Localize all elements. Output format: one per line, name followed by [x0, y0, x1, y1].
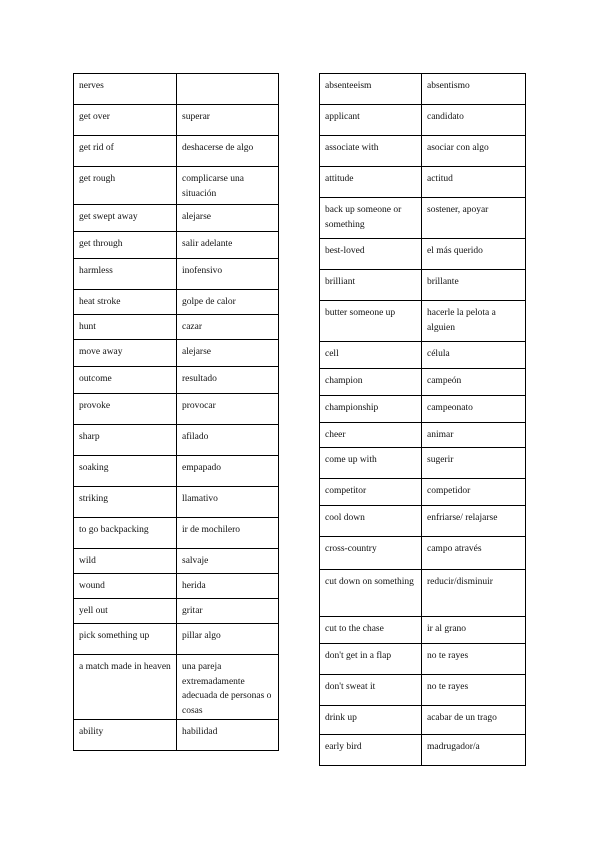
spanish-translation: ir de mochilero: [177, 518, 279, 549]
english-term: don't get in a flap: [320, 644, 422, 675]
table-row: [320, 198, 526, 239]
english-term: get rid of: [74, 136, 177, 167]
english-term: striking: [74, 487, 177, 518]
spanish-translation: absentismo: [422, 74, 526, 105]
english-term: best-loved: [320, 239, 422, 270]
english-term: move away: [74, 340, 177, 367]
table-row: [74, 167, 279, 205]
english-term: cheer: [320, 423, 422, 448]
table-row: [320, 506, 526, 537]
english-term: get over: [74, 105, 177, 136]
table-row: [74, 655, 279, 720]
table-row: [74, 574, 279, 599]
spanish-translation: brillante: [422, 270, 526, 301]
spanish-translation: [177, 74, 279, 105]
spanish-translation: superar: [177, 105, 279, 136]
spanish-translation: sugerir: [422, 448, 526, 479]
spanish-translation: provocar: [177, 394, 279, 425]
table-row: [74, 549, 279, 574]
spanish-translation: célula: [422, 342, 526, 369]
spanish-translation: campeonato: [422, 396, 526, 423]
spanish-translation: acabar de un trago: [422, 706, 526, 735]
table-row: [320, 136, 526, 167]
english-term: cross-country: [320, 537, 422, 570]
english-term: hunt: [74, 315, 177, 340]
spanish-translation: actitud: [422, 167, 526, 198]
table-row: [320, 74, 526, 105]
english-term: cut down on something: [320, 570, 422, 617]
english-term: heat stroke: [74, 290, 177, 315]
english-term: outcome: [74, 367, 177, 394]
spanish-translation: deshacerse de algo: [177, 136, 279, 167]
table-row: [74, 487, 279, 518]
english-term: wild: [74, 549, 177, 574]
table-row: [320, 369, 526, 396]
table-row: [74, 599, 279, 624]
english-term: get through: [74, 232, 177, 259]
table-row: [74, 425, 279, 456]
english-term: get swept away: [74, 205, 177, 232]
spanish-translation: empapado: [177, 456, 279, 487]
spanish-translation: salvaje: [177, 549, 279, 574]
table-row: [74, 315, 279, 340]
english-term: yell out: [74, 599, 177, 624]
spanish-translation: ir al grano: [422, 617, 526, 644]
vocabulary-table-left: [73, 73, 279, 751]
spanish-translation: gritar: [177, 599, 279, 624]
spanish-translation: enfriarse/ relajarse: [422, 506, 526, 537]
table-row: [74, 74, 279, 105]
spanish-translation: reducir/disminuir: [422, 570, 526, 617]
spanish-translation: campo através: [422, 537, 526, 570]
spanish-translation: herida: [177, 574, 279, 599]
english-term: championship: [320, 396, 422, 423]
spanish-translation: el más querido: [422, 239, 526, 270]
english-term: wound: [74, 574, 177, 599]
english-term: back up someone or something: [320, 198, 422, 239]
table-row: [320, 675, 526, 706]
spanish-translation: resultado: [177, 367, 279, 394]
table-row: [320, 479, 526, 506]
english-term: cell: [320, 342, 422, 369]
table-row: [74, 232, 279, 259]
english-term: don't sweat it: [320, 675, 422, 706]
spanish-translation: candidato: [422, 105, 526, 136]
spanish-translation: asociar con algo: [422, 136, 526, 167]
table-row: [74, 367, 279, 394]
english-term: butter someone up: [320, 301, 422, 342]
table-row: [74, 394, 279, 425]
english-term: harmless: [74, 259, 177, 290]
table-row: [320, 270, 526, 301]
table-row: [320, 301, 526, 342]
table-row: [74, 205, 279, 232]
english-term: early bird: [320, 735, 422, 766]
table-row: [320, 423, 526, 448]
spanish-translation: afilado: [177, 425, 279, 456]
english-term: to go backpacking: [74, 518, 177, 549]
english-term: competitor: [320, 479, 422, 506]
table-row: [320, 448, 526, 479]
table-row: [320, 537, 526, 570]
english-term: ability: [74, 719, 177, 750]
spanish-translation: madrugador/a: [422, 735, 526, 766]
english-term: drink up: [320, 706, 422, 735]
spanish-translation: animar: [422, 423, 526, 448]
spanish-translation: complicarse una situación: [177, 167, 279, 205]
table-row: [74, 136, 279, 167]
spanish-translation: hacerle la pelota a alguien: [422, 301, 526, 342]
table-row: [320, 239, 526, 270]
table-row: [320, 342, 526, 369]
english-term: attitude: [320, 167, 422, 198]
english-term: sharp: [74, 425, 177, 456]
spanish-translation: salir adelante: [177, 232, 279, 259]
english-term: applicant: [320, 105, 422, 136]
table-row: [74, 719, 279, 750]
english-term: a match made in heaven: [74, 655, 177, 720]
english-term: cut to the chase: [320, 617, 422, 644]
english-term: provoke: [74, 394, 177, 425]
table-row: [320, 644, 526, 675]
english-term: get rough: [74, 167, 177, 205]
table-row: [320, 105, 526, 136]
english-term: nerves: [74, 74, 177, 105]
english-term: associate with: [320, 136, 422, 167]
english-term: absenteeism: [320, 74, 422, 105]
spanish-translation: cazar: [177, 315, 279, 340]
vocabulary-table-right: [319, 73, 526, 766]
spanish-translation: campeón: [422, 369, 526, 396]
spanish-translation: alejarse: [177, 205, 279, 232]
spanish-translation: habilidad: [177, 719, 279, 750]
table-row: [74, 518, 279, 549]
spanish-translation: alejarse: [177, 340, 279, 367]
spanish-translation: inofensivo: [177, 259, 279, 290]
table-row: [320, 570, 526, 617]
table-row: [74, 105, 279, 136]
table-row: [320, 617, 526, 644]
spanish-translation: pillar algo: [177, 624, 279, 655]
table-row: [320, 167, 526, 198]
spanish-translation: no te rayes: [422, 644, 526, 675]
table-row: [74, 456, 279, 487]
english-term: champion: [320, 369, 422, 396]
table-row: [74, 259, 279, 290]
english-term: pick something up: [74, 624, 177, 655]
spanish-translation: golpe de calor: [177, 290, 279, 315]
table-row: [320, 735, 526, 766]
spanish-translation: no te rayes: [422, 675, 526, 706]
spanish-translation: una pareja extremadamente adecuada de personas o cosas: [177, 655, 279, 720]
english-term: brilliant: [320, 270, 422, 301]
spanish-translation: competidor: [422, 479, 526, 506]
table-row: [320, 396, 526, 423]
spanish-translation: sostener, apoyar: [422, 198, 526, 239]
spanish-translation: llamativo: [177, 487, 279, 518]
table-row: [320, 706, 526, 735]
english-term: soaking: [74, 456, 177, 487]
english-term: come up with: [320, 448, 422, 479]
table-row: [74, 624, 279, 655]
table-row: [74, 340, 279, 367]
table-row: [74, 290, 279, 315]
english-term: cool down: [320, 506, 422, 537]
